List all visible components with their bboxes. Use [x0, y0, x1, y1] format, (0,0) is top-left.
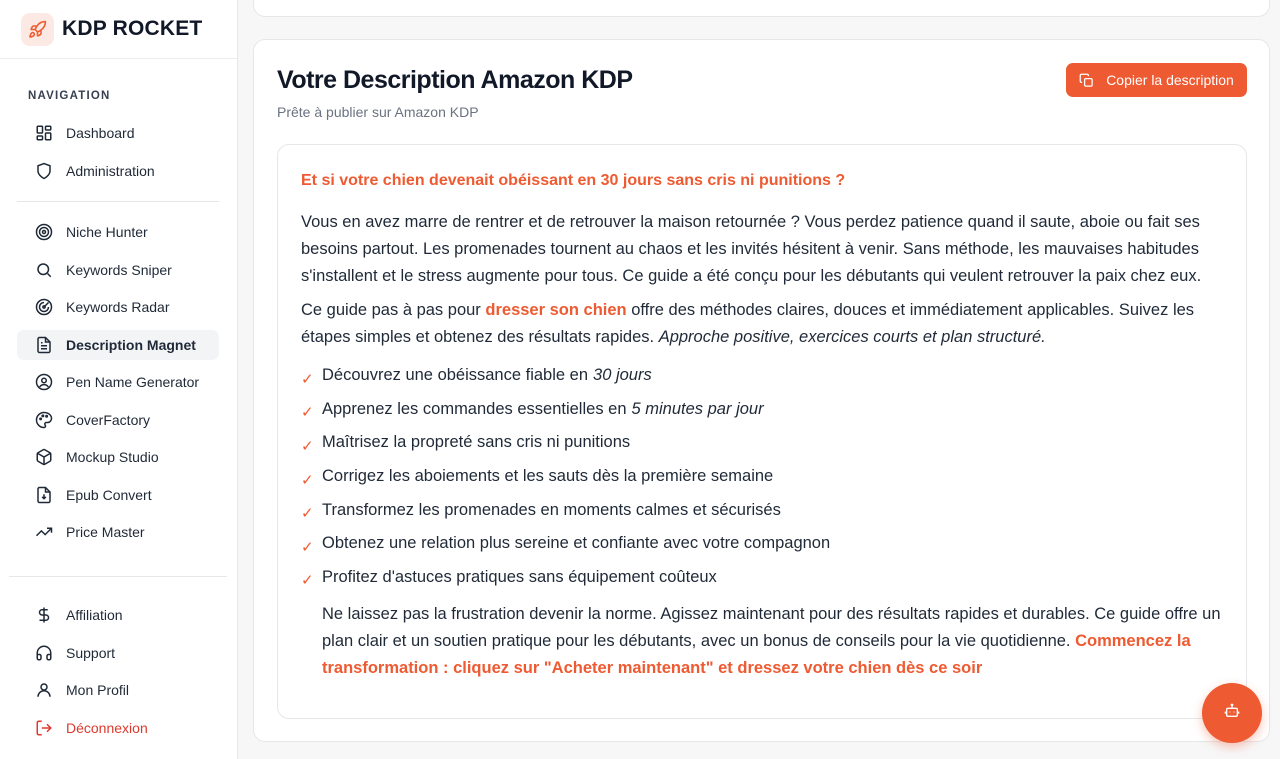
- shield-icon: [35, 162, 53, 180]
- sidebar-item-deconnexion[interactable]: [17, 713, 219, 743]
- divider: [17, 201, 219, 202]
- sidebar-item-price-master[interactable]: [17, 517, 219, 547]
- page-title: Votre Description Amazon KDP: [277, 66, 633, 94]
- list-item: [301, 426, 830, 460]
- sidebar-item-administration[interactable]: [17, 156, 219, 186]
- dollar-icon: [35, 606, 53, 624]
- sidebar-item-label: Affiliation: [66, 607, 123, 623]
- copy-icon: [1079, 73, 1094, 88]
- list-item-text: Obtenez une relation plus sereine et confiante avec votre compagnon: [322, 534, 831, 553]
- sidebar-item-label: Keywords Radar: [66, 299, 170, 315]
- sidebar-item-coverfactory[interactable]: [17, 405, 219, 435]
- para2-highlight: dresser son chien: [485, 301, 627, 319]
- description-paragraph-1: Vous en avez marre de rentrer et de retrouver la maison retournée ? Vous perdez patience quand il saute, aboie ou fait ses besoins partout. Les promenades tournent au chaos et les invités hésitent à venir. Sans méthode, les mauvaises habitudes s'installent et le stress augmente pour tous. Ce guide a été conçu pour les débutants qui veulent retrouver la paix chez eux.: [301, 213, 1202, 285]
- sidebar-item-label: Pen Name Generator: [66, 374, 200, 390]
- headset-icon: [35, 644, 53, 662]
- check-icon: ✓: [301, 538, 314, 556]
- description-paragraph-2: [301, 297, 1211, 351]
- rocket-icon: [21, 13, 54, 46]
- chat-bot-icon: [1224, 703, 1240, 724]
- check-icon: ✓: [301, 471, 314, 489]
- chat-bot-button[interactable]: [1202, 683, 1262, 743]
- sidebar-item-epub-convert[interactable]: [17, 480, 219, 510]
- nav-title: NAVIGATION: [28, 90, 111, 102]
- para2-text-a: Ce guide pas à pas pour: [301, 301, 486, 319]
- sidebar-item-description-magnet[interactable]: [17, 330, 219, 360]
- list-item-emphasis: 5 minutes par jour: [631, 399, 764, 418]
- user-circle-icon: [35, 373, 53, 391]
- radar-icon: [35, 298, 53, 316]
- sidebar-item-label: Epub Convert: [66, 486, 152, 503]
- sidebar-item-label: Keywords Sniper: [66, 261, 172, 278]
- sidebar-item-niche-hunter[interactable]: [17, 217, 219, 247]
- brand[interactable]: [0, 0, 237, 59]
- logout-icon: [35, 719, 53, 737]
- check-icon: ✓: [301, 572, 314, 590]
- list-item: [301, 527, 830, 561]
- list-item: [301, 561, 830, 595]
- para2-italic: Approche positive, exercices courts et plan structuré.: [658, 328, 1046, 346]
- check-icon: ✓: [301, 437, 314, 455]
- sidebar-item-affiliation[interactable]: [17, 600, 219, 630]
- list-item-text: Maîtrisez la propreté sans cris ni punitions: [322, 433, 631, 452]
- sidebar-item-keywords-radar[interactable]: [17, 292, 219, 322]
- box-icon: [35, 448, 53, 466]
- search-icon: [35, 261, 53, 279]
- list-item: [301, 493, 830, 527]
- copy-description-button[interactable]: [1066, 63, 1247, 97]
- target-icon: [35, 223, 53, 241]
- nav-group-account: [17, 600, 219, 750]
- list-item: [301, 393, 830, 427]
- description-headline: Et si votre chien devenait obéissant en 30 jours sans cris ni punitions ?: [301, 172, 846, 189]
- nav-group-tools: [17, 217, 219, 555]
- user-icon: [35, 681, 53, 699]
- list-item-text: Découvrez une obéissance fiable en: [322, 366, 589, 385]
- check-icon: ✓: [301, 370, 314, 388]
- nav-group-main: [17, 118, 219, 193]
- sidebar-item-label: Mockup Studio: [66, 449, 159, 465]
- closing-text: Ne laissez pas la frustration devenir la norme. Agissez maintenant pour des résultats rapides et durables. Ce guide offre un plan clair et un soutien pratique pour les débutants, avec un bonus de conseils pour la vie quotidienne.: [322, 605, 1221, 650]
- list-item: [301, 359, 830, 393]
- document-icon: [35, 336, 53, 354]
- sidebar-item-label: Administration: [66, 162, 155, 179]
- description-card: [253, 39, 1270, 742]
- list-item-text: Corrigez les aboiements et les sauts dès la première semaine: [322, 467, 774, 486]
- closing-cta: Commencez la transformation : cliquez sur "Acheter maintenant" et dressez votre chien dès ce soir: [322, 632, 1191, 677]
- sidebar-item-label: Description Magnet: [66, 336, 196, 353]
- list-item: [301, 460, 830, 494]
- sidebar-item-keywords-sniper[interactable]: [17, 255, 219, 285]
- previous-card: [253, 0, 1270, 17]
- copy-button-label: Copier la description: [1106, 72, 1234, 88]
- sidebar-item-label: Dashboard: [66, 125, 135, 141]
- description-preview: [277, 144, 1247, 719]
- benefits-list: [301, 359, 830, 594]
- file-convert-icon: [35, 486, 53, 504]
- divider: [9, 576, 227, 577]
- sidebar: [0, 0, 238, 759]
- sidebar-item-label: Déconnexion: [66, 719, 148, 736]
- list-item-text: Transformez les promenades en moments calmes et sécurisés: [322, 500, 781, 519]
- check-icon: ✓: [301, 404, 314, 422]
- check-icon: ✓: [301, 505, 314, 523]
- sidebar-item-mon-profil[interactable]: [17, 675, 219, 705]
- sidebar-item-label: Niche Hunter: [66, 224, 148, 240]
- list-item-text: Apprenez les commandes essentielles en: [322, 399, 627, 418]
- brand-name: KDP ROCKET: [62, 17, 203, 40]
- sidebar-item-support[interactable]: [17, 638, 219, 668]
- sidebar-item-pen-name-generator[interactable]: [17, 367, 219, 397]
- sidebar-item-label: Mon Profil: [66, 682, 130, 698]
- list-item-emphasis: 30 jours: [593, 366, 652, 385]
- list-item-text: Profitez d'astuces pratiques sans équipement coûteux: [322, 567, 717, 586]
- dashboard-icon: [35, 124, 53, 142]
- sidebar-item-dashboard[interactable]: [17, 118, 219, 148]
- sidebar-item-label: Support: [66, 644, 116, 661]
- sidebar-item-label: CoverFactory: [66, 411, 151, 428]
- sidebar-item-label: Price Master: [66, 524, 145, 540]
- page-subtitle: Prête à publier sur Amazon KDP: [277, 104, 479, 120]
- trending-up-icon: [35, 523, 53, 541]
- palette-icon: [35, 411, 53, 429]
- sidebar-item-mockup-studio[interactable]: [17, 442, 219, 472]
- para2-text-b: offre des méthodes claires, douces et immédiatement applicables. Suivez les étapes simples et obtenez des résultats rapides.: [301, 301, 1195, 346]
- description-closing: [322, 601, 1232, 682]
